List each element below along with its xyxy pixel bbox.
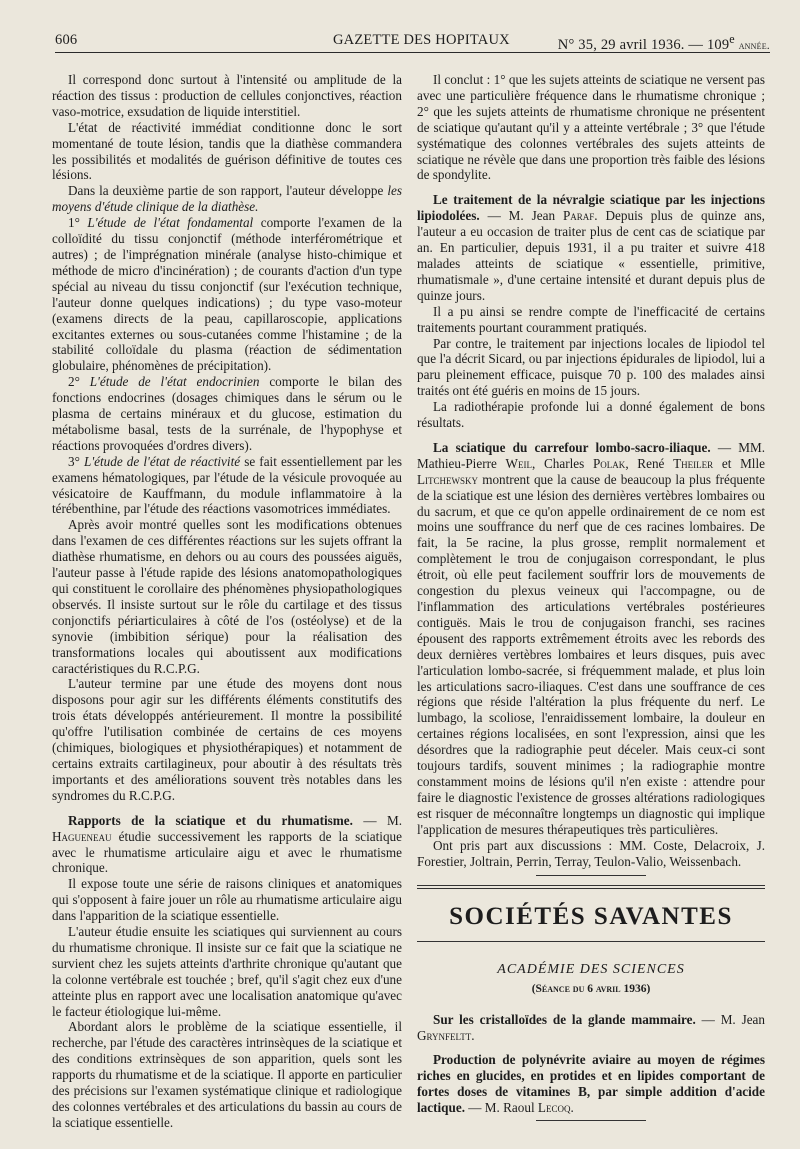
text-run: , René bbox=[625, 455, 674, 471]
issue-annee: année. bbox=[738, 37, 770, 52]
text-run: , Charles bbox=[531, 455, 593, 471]
text-run: 3° bbox=[68, 453, 84, 469]
text-run: 2° bbox=[68, 374, 90, 390]
section-cristalloides bbox=[417, 1012, 765, 1044]
text-run: — M. Raoul bbox=[465, 1099, 538, 1115]
journal-title: GAZETTE DES HOPITAUX bbox=[333, 32, 510, 48]
text-run: comporte l'examen de la colloïdité du tissu conjonctif (méthode interférométrique et autres) ; de l'imprégnation minérale (analyse histo-chimique et méthode de micro d'incinération) ; de courants d'action d'un type spécial au niveau du tissu conjonctif (sur l'exécution technique, l'auteur donne quelques indications) ; du type vaso-moteur (examens directs de la peau, capillaroscopie, applications excitantes externes ou sous-cutanées comme l'histamine ; de la stabilité colloïdale du plasma (réaction de sédimentation globulaire, phénomènes de précipitation). bbox=[52, 215, 403, 374]
author-name: Hagueneau bbox=[52, 828, 112, 844]
italic-run: L'étude de l'état endocrinien bbox=[89, 374, 260, 390]
left-paragraph-3 bbox=[52, 183, 402, 215]
left-paragraph-8: L'auteur termine par une étude des moyens dont nous disposons pour agir sur les différents éléments constitutifs des trois états développés antérieurement. Il montre la possibilité qu'offre l'utilisation combinée de certains de ces moyens (chimiques, biologiques et physiothérapiques) et notamment de certains extraits cartilagineux, pour aboutir à des résultats très importants et des améliorations souvent très notables dans les syndromes du R.C.P.G. bbox=[52, 676, 402, 803]
left-paragraph-6 bbox=[52, 454, 402, 518]
section-title: Rapports de la sciatique et du rhumatisme. bbox=[68, 812, 353, 828]
right-paragraph-2: Il a pu ainsi se rendre compte de l'inefficacité de certains traitements pourtant couramment pratiqués. bbox=[417, 303, 765, 335]
text-run: et Mlle bbox=[713, 455, 765, 471]
section-title: Sur les cristalloïdes de la glande mammaire. bbox=[433, 1012, 696, 1028]
seance-text: (Séance du 6 avril 1936) bbox=[531, 983, 651, 996]
left-paragraph-4 bbox=[52, 215, 402, 374]
italic-run: L'étude de l'état fondamental bbox=[87, 215, 254, 231]
left-paragraph-2: L'état de réactivité immédiat conditionne donc le sort momentané de toute lésion, tandis que la diathèse commandera les possibilités et modalités de guérison définitive de toutes ces lésions. bbox=[52, 119, 402, 183]
text-run: . bbox=[471, 1028, 475, 1044]
left-paragraph-10: L'auteur étudie ensuite les sciatiques qui surviennent au cours du rhumatisme chronique. Il insiste sur ce fait que la sciatique ne survient chez les sujets atteints d'arthrite chronique qu'autant que la colonne vertébrale est touchée ; bref, qu'il s'agit chez eux d'une atteinte plus en rapport avec une localisation anatomique qu'avec le facteur étiologique lui-même. bbox=[52, 924, 402, 1019]
banner-divider bbox=[417, 941, 765, 942]
end-divider bbox=[536, 1120, 646, 1121]
text-run: Dans la deuxième partie de son rapport, l'auteur développe bbox=[68, 183, 388, 199]
text-run: montrent que la cause de beaucoup la plus fréquente de la sciatique est une lésion des dernières vertèbres lombaires ou du sacrum, et que ce qu'on appelle ordinairement de ce nom est moins une souffrance du nerf que de ces racines lombaires. De fait, la 5e racine, la plus grosse, remplit normalement et complètement le trou de conjugaison correspondant, le plus étroit, où elle peut facilement souffrir lors de mouvements de congestion du plexus veineux qui l'accompagne, ou de l'inflammation des articulations vertébrales postérieures contiguës. Mais le trou de conjugaison franchi, ses racines épousent des rapports extrêmement étroits avec les rebords des deux dernières vertèbres lombaires et leurs disques, puis avec l'articulation lombo-sacrée, si fréquemment malade, et plus loin les articulations sacro-iliaques. C'est dans une souffrance de ces régions que réside l'altération la plus fréquente du nerf. Le lumbago, la scoliose, l'enraidissement lombaire, la douleur en certaines régions localisées, en sont l'expression, ainsi que les désordres que la radiographie peut déceler. Mais ceux-ci sont toujours tardifs, souvent minimes ; la radiographie montre constamment moins de lésions qu'il n'en existe : attendre pour faire le diagnostic l'existence de grosses altérations radiologiques est risquer de méconnaître longtemps un diagnostic qui implique l'application de mesures thérapeutiques très particulières. bbox=[417, 471, 765, 837]
section-title: Production de polynévrite aviaire au moyen de régimes riches en glucides, en protides et en lipides comportant de fortes doses de vitamines B, par simple addition d'acide lactique. bbox=[417, 1052, 765, 1115]
author-name: Theiler bbox=[673, 455, 714, 471]
right-paragraph-4: La radiothérapie profonde lui a donné également de bons résultats. bbox=[417, 399, 765, 431]
author-name: Weil bbox=[505, 455, 532, 471]
left-paragraph-9: Il expose toute une série de raisons cliniques et anatomiques qui s'opposent à faire jouer un rôle au rhumatisme articulaire aigu dans l'apparition de la sciatique essentielle. bbox=[52, 876, 402, 924]
section-polynevrite-aviaire bbox=[417, 1052, 765, 1116]
text-run: — M. bbox=[352, 812, 403, 828]
left-paragraph-5 bbox=[52, 374, 402, 454]
author-name: Paraf bbox=[562, 208, 595, 224]
author-name: Lecoq bbox=[537, 1099, 571, 1115]
text-run: étudie successivement les rapports de la sciatique avec le rhumatisme articulaire aigu et avec le rhumatisme chronique. bbox=[52, 828, 402, 876]
author-name: Polak bbox=[592, 455, 626, 471]
text-run: 1° bbox=[68, 215, 88, 231]
right-paragraph-3: Par contre, le traitement par injections locales de lipiodol tel que l'a décrit Sicard, ou par injections épidurales de lipiodol, lui a paru pleinement efficace, puisque 70 p. 100 des malades ainsi traités ont été guéris en moins de 15 jours. bbox=[417, 335, 765, 399]
text-run: — M. Jean bbox=[695, 1012, 765, 1028]
section-sciatique-rhumatisme bbox=[52, 813, 402, 877]
left-paragraph-1: Il correspond donc surtout à l'intensité ou amplitude de la réaction des tissus : production de cellules conjonctives, réaction vaso-motrice, exsudation de liquide interstitiel. bbox=[52, 72, 402, 119]
author-name: Litchewsky bbox=[417, 471, 479, 487]
page-header bbox=[55, 30, 770, 53]
spacer bbox=[417, 998, 765, 1012]
seance-date bbox=[417, 982, 765, 998]
text-run: comporte le bilan des fonctions endocrines (dosages chimiques dans le sérum ou le plasma de certains minéraux et du glucose, estimation du métabolisme basal, tests de la surrénale, de l'hypophyse et réactions provoquées d'ordres divers). bbox=[52, 374, 402, 453]
italic-run: les moyens d'étude clinique de la diathèse. bbox=[52, 183, 402, 215]
text-run: — MM. Mathieu-Pierre bbox=[417, 439, 766, 471]
issue-number-date: N° 35, 29 avril 1936. — 109 bbox=[557, 36, 730, 53]
right-paragraph-5: Ont pris part aux discussions : MM. Coste, Delacroix, J. Forestier, Joltrain, Perrin, Terray, Teulon-Valio, Weissenbach. bbox=[417, 837, 765, 869]
text-run: se fait essentiellement par les examens hématologiques, par l'étude de la vésicule provoquée au vésicatoire de Kauffmann, du module inflammatoire à la térébenthine, par l'étude des réactions vasomotrices immédiates. bbox=[52, 453, 402, 517]
societes-savantes-banner: SOCIÉTÉS SAVANTES bbox=[449, 903, 733, 931]
right-paragraph-1: Il conclut : 1° que les sujets atteints de sciatique ne versent pas avec une particulière fréquence dans le rhumatisme chronique ; 2° que les sujets atteints de rhumatisme chronique ne présentent de sciatique qu'autant qu'il y a atteinte vertébrale ; 3° que l'étude systématique des colonnes vertébrales des sujets atteints de sciatique ne révèle que dans une proportion très faible des lésions de spondylite. bbox=[417, 72, 765, 183]
academy-heading: ACADÉMIE DES SCIENCES bbox=[497, 962, 685, 978]
section-carrefour-lombo-sacro-iliaque bbox=[417, 440, 765, 838]
double-divider bbox=[417, 885, 765, 889]
spacer bbox=[417, 1044, 765, 1052]
section-traitement-lipiodol bbox=[417, 192, 765, 303]
text-run: . bbox=[570, 1099, 574, 1115]
right-column bbox=[417, 72, 765, 1121]
section-title: Le traitement de la névralgie sciatique par les injections lipiodolées. bbox=[417, 192, 765, 224]
short-divider bbox=[536, 875, 646, 876]
italic-run: L'étude de l'état de réactivité bbox=[83, 453, 241, 469]
issue-sup: e bbox=[729, 32, 735, 46]
text-run: . Depuis plus de quinze ans, l'auteur a eu occasion de traiter plus de cent cas de sciatique par an. En particulier, depuis 1931, il a pu traiter et suivre 418 malades atteints de sciatique « essentielle, primitive, rhumatismale », d'une certaine intensité et durant depuis plus de quinze jours. bbox=[417, 208, 765, 303]
page-number: 606 bbox=[55, 32, 78, 48]
author-name: Grynfeltt bbox=[417, 1028, 472, 1044]
text-run: — M. Jean bbox=[479, 208, 563, 224]
left-paragraph-7: Après avoir montré quelles sont les modifications obtenues dans l'examen de ces différentes réactions sur les sujets offrant la diathèse rhumatisme, en dehors ou au cours des poussées aiguës, l'auteur passe à l'étude rapide des lésions anatomopathologiques qui constituent le corollaire des phénomènes physiopathologiques observés. Il insiste surtout sur le rôle du cartilage et des tissus conjonctifs périarticulaires à côté de l'os (ostéolyse) et de la synovie (imbibition sérique) pour la réalisation des transformations locales qui aboutissent aux modifications caractéristiques du R.C.P.G. bbox=[52, 517, 402, 676]
left-paragraph-11: Abordant alors le problème de la sciatique essentielle, il recherche, par l'étude des caractères intrinsèques de la sciatique et des conditions extrinsèques de son apparition, quels sont les rapports du rhumatisme et de la sciatique. Il apporte en particulier des précisions sur l'examen systématique clinique et radiologique des colonnes vertébrales et des articulations du bassin au cours de la sciatique essentielle. bbox=[52, 1019, 402, 1130]
issue-info bbox=[558, 32, 770, 54]
section-title: La sciatique du carrefour lombo-sacro-iliaque. bbox=[433, 439, 711, 455]
left-column bbox=[52, 72, 402, 1131]
